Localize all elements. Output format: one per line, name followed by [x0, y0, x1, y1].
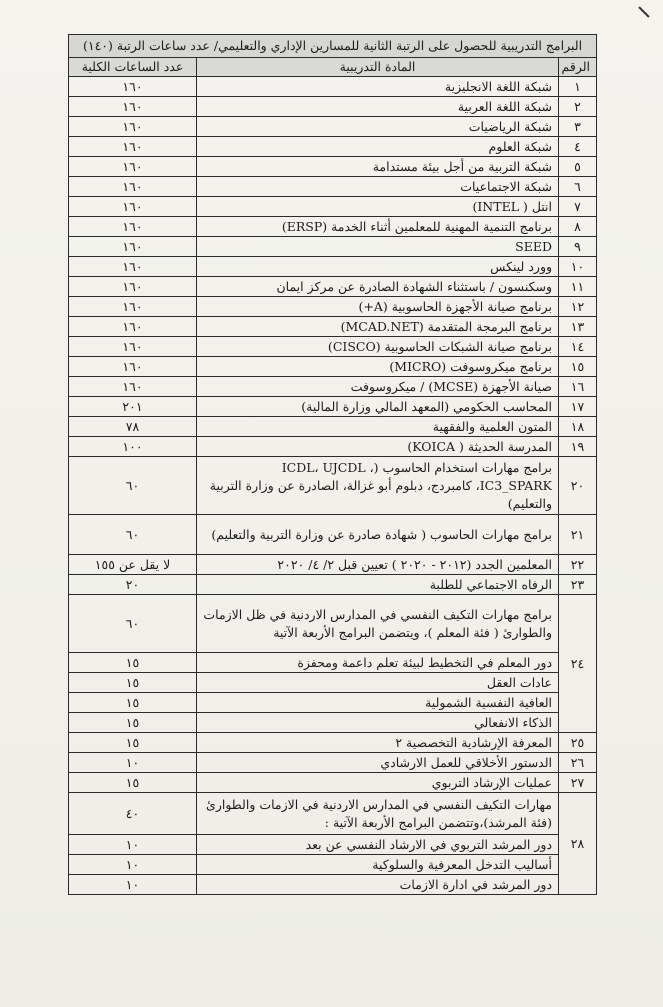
- table-row: [69, 855, 597, 875]
- row-subject: برامج مهارات التكيف النفسي في المدارس الاردنية في ظل الازمات والطوارئ ( فئة المعلم )، ويتضمن البرامج الأربعة الآتية: [197, 595, 559, 653]
- table-row: [69, 693, 597, 713]
- row-subject: وسكنسون / باستثناء الشهادة الصادرة عن مركز ايمان: [197, 277, 559, 297]
- table-row: [69, 673, 597, 693]
- table-row: [69, 835, 597, 855]
- row-hours: ١٦٠: [69, 277, 197, 297]
- header-number: الرقم: [559, 58, 597, 77]
- row-hours: ١٦٠: [69, 317, 197, 337]
- row-hours: ١٦٠: [69, 77, 197, 97]
- table-row: [69, 357, 597, 377]
- row-number: ٢٥: [559, 733, 597, 753]
- row-hours: ٦٠: [69, 515, 197, 555]
- row-subject: دور المرشد في ادارة الازمات: [197, 875, 559, 895]
- row-hours: ١٦٠: [69, 337, 197, 357]
- row-hours: ١٦٠: [69, 237, 197, 257]
- row-hours: ١٦٠: [69, 137, 197, 157]
- table-row: [69, 793, 597, 835]
- row-number: ١: [559, 77, 597, 97]
- row-subject: برنامج البرمجة المتقدمة (MCAD.NET): [197, 317, 559, 337]
- row-number: ١٧: [559, 397, 597, 417]
- row-subject: شبكة اللغة الانجليزية: [197, 77, 559, 97]
- header-subject: المادة التدريبية: [197, 58, 559, 77]
- row-hours: ١٦٠: [69, 357, 197, 377]
- row-subject: المتون العلمية والفقهية: [197, 417, 559, 437]
- row-number: ٢٤: [559, 595, 597, 733]
- table-row: [69, 297, 597, 317]
- row-hours: ١٦٠: [69, 197, 197, 217]
- table-row: [69, 117, 597, 137]
- row-hours: ١٠٠: [69, 437, 197, 457]
- row-hours: ١٥: [69, 653, 197, 673]
- row-subject: شبكة العلوم: [197, 137, 559, 157]
- row-subject: الدستور الأخلاقي للعمل الارشادي: [197, 753, 559, 773]
- row-subject: مهارات التكيف النفسي في المدارس الاردنية في الازمات والطوارئ (فئة المرشد)،وتتضمن البرامج الأربعة الآتية :: [197, 793, 559, 835]
- row-number: ١٥: [559, 357, 597, 377]
- row-subject: SEED: [197, 237, 559, 257]
- table-row: [69, 277, 597, 297]
- row-hours: ١٥: [69, 733, 197, 753]
- row-number: ٢٧: [559, 773, 597, 793]
- row-subject: المعلمين الجدد (٢٠١٢ - ٢٠٢٠ ) تعيين قبل ٢/ ٤/ ٢٠٢٠: [197, 555, 559, 575]
- row-subject: برنامج ميكروسوفت (MICRO): [197, 357, 559, 377]
- table-row: [69, 555, 597, 575]
- row-subject: المعرفة الإرشادية التخصصية ٢: [197, 733, 559, 753]
- row-subject: شبكة الرياضيات: [197, 117, 559, 137]
- row-number: ٢٣: [559, 575, 597, 595]
- row-hours: ١٦٠: [69, 377, 197, 397]
- table-row: [69, 397, 597, 417]
- row-hours: ١٥: [69, 713, 197, 733]
- row-number: ١٦: [559, 377, 597, 397]
- row-hours: ١٦٠: [69, 217, 197, 237]
- table-row: [69, 137, 597, 157]
- row-number: ١١: [559, 277, 597, 297]
- row-hours: ١٠: [69, 753, 197, 773]
- table-body: [69, 77, 597, 895]
- table-row: [69, 595, 597, 653]
- table-row: [69, 437, 597, 457]
- row-subject: المدرسة الحديثة ( KOICA): [197, 437, 559, 457]
- row-subject: دور المعلم في التخطيط لبيئة تعلم داعمة ومحفزة: [197, 653, 559, 673]
- row-subject: العافية النفسية الشمولية: [197, 693, 559, 713]
- row-hours: ١٦٠: [69, 257, 197, 277]
- row-number: ٢٨: [559, 793, 597, 895]
- row-number: ٥: [559, 157, 597, 177]
- row-number: ٣: [559, 117, 597, 137]
- row-number: ٢٢: [559, 555, 597, 575]
- table-row: [69, 317, 597, 337]
- row-number: ١٠: [559, 257, 597, 277]
- row-subject: انتل ( INTEL): [197, 197, 559, 217]
- table-row: [69, 457, 597, 515]
- table-row: [69, 515, 597, 555]
- row-number: ٧: [559, 197, 597, 217]
- row-number: ١٩: [559, 437, 597, 457]
- row-subject: شبكة الاجتماعيات: [197, 177, 559, 197]
- row-subject: صيانة الأجهزة (MCSE) / ميكروسوفت: [197, 377, 559, 397]
- table-row: [69, 713, 597, 733]
- row-hours: ٢٠١: [69, 397, 197, 417]
- row-number: ٢٠: [559, 457, 597, 515]
- table-row: [69, 77, 597, 97]
- table-row: [69, 237, 597, 257]
- row-hours: ١٦٠: [69, 177, 197, 197]
- row-subject: أساليب التدخل المعرفية والسلوكية: [197, 855, 559, 875]
- table-row: [69, 875, 597, 895]
- table-row: [69, 417, 597, 437]
- row-number: ٨: [559, 217, 597, 237]
- header-hours: عدد الساعات الكلية: [69, 58, 197, 77]
- row-subject: الذكاء الانفعالي: [197, 713, 559, 733]
- row-hours: ١٦٠: [69, 297, 197, 317]
- row-subject: برنامج صيانة الأجهزة الحاسوبية (A+): [197, 297, 559, 317]
- row-subject: شبكة التربية من أجل بيئة مستدامة: [197, 157, 559, 177]
- row-hours: ١٥: [69, 693, 197, 713]
- row-number: ١٨: [559, 417, 597, 437]
- table-title-row: [69, 35, 597, 58]
- row-hours: ٤٠: [69, 793, 197, 835]
- row-hours: ١٠: [69, 855, 197, 875]
- row-subject: برامج مهارات استخدام الحاسوب (ICDL، UJCDL ، IC3_SPARK، كامبردج، دبلوم أبو غزالة، الصادرة عن وزارة التربية والتعليم): [197, 457, 559, 515]
- row-subject: الرفاه الاجتماعي للطلبة: [197, 575, 559, 595]
- row-hours: ١٠: [69, 875, 197, 895]
- row-subject: المحاسب الحكومي (المعهد المالي وزارة المالية): [197, 397, 559, 417]
- row-hours: ٢٠: [69, 575, 197, 595]
- row-subject: برنامج التنمية المهنية للمعلمين أثناء الخدمة (ERSP): [197, 217, 559, 237]
- row-subject: عمليات الإرشاد التربوي: [197, 773, 559, 793]
- row-number: ٦: [559, 177, 597, 197]
- row-number: ٤: [559, 137, 597, 157]
- table-row: [69, 337, 597, 357]
- row-hours: ١٦٠: [69, 157, 197, 177]
- table-title: البرامج التدريبية للحصول على الرتبة الثانية للمسارين الإداري والتعليمي/ عدد ساعات الرتبة (١٤٠): [69, 35, 597, 58]
- table-row: [69, 753, 597, 773]
- row-hours: ١٥: [69, 673, 197, 693]
- row-subject: شبكة اللغة العربية: [197, 97, 559, 117]
- table-row: [69, 575, 597, 595]
- row-number: ٩: [559, 237, 597, 257]
- row-subject: وورد لينكس: [197, 257, 559, 277]
- row-hours: ١٦٠: [69, 97, 197, 117]
- table-row: [69, 157, 597, 177]
- row-number: ١٢: [559, 297, 597, 317]
- table-row: [69, 197, 597, 217]
- row-hours: لا يقل عن ١٥٥: [69, 555, 197, 575]
- corner-mark: [628, 6, 649, 27]
- row-subject: برنامج صيانة الشبكات الحاسوبية (CISCO): [197, 337, 559, 357]
- table-row: [69, 97, 597, 117]
- row-number: ٢: [559, 97, 597, 117]
- row-subject: دور المرشد التربوي في الارشاد النفسي عن بعد: [197, 835, 559, 855]
- table-row: [69, 377, 597, 397]
- row-hours: ١٥: [69, 773, 197, 793]
- table-header-row: [69, 58, 597, 77]
- row-number: ٢٦: [559, 753, 597, 773]
- table-row: [69, 773, 597, 793]
- table-row: [69, 177, 597, 197]
- row-hours: ١٦٠: [69, 117, 197, 137]
- table-row: [69, 257, 597, 277]
- row-number: ٢١: [559, 515, 597, 555]
- row-hours: ٦٠: [69, 595, 197, 653]
- table-row: [69, 217, 597, 237]
- row-hours: ١٠: [69, 835, 197, 855]
- row-subject: عادات العقل: [197, 673, 559, 693]
- table-row: [69, 733, 597, 753]
- training-programs-table: [68, 34, 597, 895]
- row-number: ١٤: [559, 337, 597, 357]
- table-row: [69, 653, 597, 673]
- row-hours: ٧٨: [69, 417, 197, 437]
- row-number: ١٣: [559, 317, 597, 337]
- row-subject: برامج مهارات الحاسوب ( شهادة صادرة عن وزارة التربية والتعليم): [197, 515, 559, 555]
- row-hours: ٦٠: [69, 457, 197, 515]
